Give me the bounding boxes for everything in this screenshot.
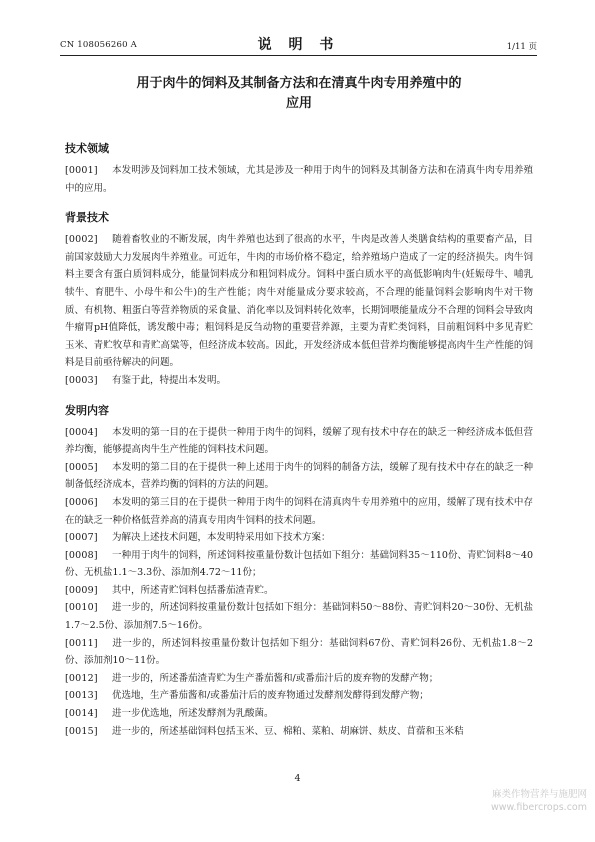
paragraph-number: [0004]	[65, 426, 98, 438]
title-line-1: 用于肉牛的饲料及其制备方法和在清真牛肉专用养殖中的	[136, 76, 462, 91]
paragraph	[65, 582, 533, 600]
paragraph	[65, 705, 533, 723]
section-heading-invention: 发明内容	[65, 403, 109, 417]
document-type: 说 明 书	[257, 37, 340, 53]
paragraph-number: [0005]	[65, 461, 98, 473]
paragraph	[65, 635, 533, 670]
paragraph	[65, 162, 533, 197]
paragraph-number: [0011]	[65, 637, 98, 649]
paragraph-text: 本发明的第二目的在于提供一种上述用于肉牛的饲料的制备方法，缓解了现有技术中存在的缺乏一种制备低经济成本，营养均衡的饲料的方法的问题。	[65, 461, 533, 491]
paragraph-number: [0010]	[65, 602, 98, 614]
paragraph-text: 进一步的，所述基础饲料包括玉米、豆、棉粕、菜粕、胡麻饼、麸皮、苜蓿和玉米秸	[112, 725, 464, 737]
paragraph-text: 一种用于肉牛的饲料，所述饲料按重量份数计包括如下组分：基础饲料35～110份、青贮饲料8～40份、无机盐1.1～3.3份、添加剂4.72～11份；	[65, 549, 533, 579]
title-line-2: 应用	[285, 96, 312, 111]
paragraph-number: [0008]	[65, 549, 98, 561]
paragraph-text: 随着畜牧业的不断发展，肉牛养殖也达到了很高的水平，牛肉是改善人类膳食结构的重要畜产品，目前国家鼓励大力发展肉牛养殖业。可近年，牛肉的市场价格不稳定，给养殖场户造成了一定的经济损失。肉牛饲料主要含有蛋白质饲料成分，能量饲料成分和粗饲料成分。饲料中蛋白质水平的高低影响肉牛(妊娠母牛、哺乳犊牛、育肥牛、小母牛和公牛)的生产性能；肉牛对能量成分要求较高，不合理的能量饲料会影响肉牛对干物质、有机物、粗蛋白等营养物质的采食量、消化率以及饲料转化效率，长期饲喂能量成分不合理的饲料会导致肉牛瘤胃pH值降低，诱发酸中毒；粗饲料是反刍动物的重要营养源，主要为青贮类饲料，目前粗饲料中多见青贮玉米、青贮牧草和青贮高粱等，但经济成本较高。因此，开发经济成本低但营养均衡能够提高肉牛生产性能的饲料是目前亟待解决的问题。	[65, 234, 533, 369]
paragraph-text: 为解决上述技术问题，本发明特采用如下技术方案：	[112, 532, 331, 544]
paragraph-text: 进一步优选地，所述发酵剂为乳酸菌。	[112, 708, 274, 720]
paragraph-number: [0013]	[65, 690, 98, 702]
paragraph-text: 进一步的，所述饲料按重量份数计包括如下组分：基础饲料67份、青贮饲料26份、无机盐1.8～2份、添加剂10～11份。	[65, 637, 533, 667]
paragraph-text: 本发明涉及饲料加工技术领域，尤其是涉及一种用于肉牛的饲料及其制备方法和在清真牛肉专用养殖中的应用。	[65, 165, 533, 194]
paragraph-number: [0002]	[65, 234, 98, 246]
paragraph-text: 进一步的，所述饲料按重量份数计包括如下组分：基础饲料50～88份、青贮饲料20～30份、无机盐1.7～2.5份、添加剂7.5～16份。	[65, 602, 533, 632]
paragraph-number: [0014]	[65, 708, 98, 720]
page-info: 1/11 页	[506, 42, 537, 52]
document-title	[65, 74, 533, 114]
publication-number: CN 108056260 A	[60, 40, 137, 50]
paragraph	[65, 529, 533, 547]
paragraph-text: 有鉴于此，特提出本发明。	[112, 374, 227, 386]
paragraph-number: [0007]	[65, 532, 98, 544]
paragraph	[65, 723, 533, 741]
paragraph	[65, 687, 533, 705]
paragraph-number: [0006]	[65, 496, 98, 508]
paragraph-number: [0003]	[65, 374, 98, 386]
page-number: 4	[294, 773, 301, 784]
paragraph-text: 优选地，生产番茄酱和/或番茄汁后的废弃物通过发酵剂发酵得到发酵产物；	[112, 690, 429, 702]
paragraph-number: [0001]	[65, 165, 98, 176]
section-heading-background: 背景技术	[65, 211, 109, 225]
paragraph	[65, 599, 533, 634]
document-body	[65, 74, 533, 740]
paragraph	[65, 459, 533, 494]
page-header	[60, 30, 537, 52]
paragraph-number: [0009]	[65, 584, 98, 596]
paragraph	[65, 372, 533, 390]
paragraph	[65, 547, 533, 582]
paragraph-text: 进一步的，所述番茄渣青贮为生产番茄酱和/或番茄汁后的废弃物的发酵产物；	[112, 672, 439, 684]
paragraph-text: 本发明的第三目的在于提供一种用于肉牛的饲料在清真肉牛专用养殖中的应用，缓解了现有技术中存在的缺乏一种价格低营养高的清真专用肉牛饲料的技术问题。	[65, 496, 533, 526]
paragraph-number: [0015]	[65, 725, 98, 737]
paragraph-text: 本发明的第一目的在于提供一种用于肉牛的饲料，缓解了现有技术中存在的缺乏一种经济成本低但营养均衡，能够提高肉牛生产性能的饲料技术问题。	[65, 426, 533, 456]
paragraph	[65, 670, 533, 688]
header-rule	[60, 55, 537, 56]
watermark-line-2: www.fibercrops.com	[490, 802, 587, 813]
section-heading-tech-field: 技术领域	[65, 142, 109, 155]
paragraph-text: 其中，所述青贮饲料包括番茄渣青贮。	[112, 584, 274, 596]
paragraph-number: [0012]	[65, 672, 98, 684]
watermark	[491, 788, 587, 814]
watermark-line-1: 麻类作物营养与施肥网	[491, 789, 587, 800]
paragraph	[65, 231, 533, 372]
paragraph	[65, 494, 533, 529]
paragraph	[65, 424, 533, 459]
